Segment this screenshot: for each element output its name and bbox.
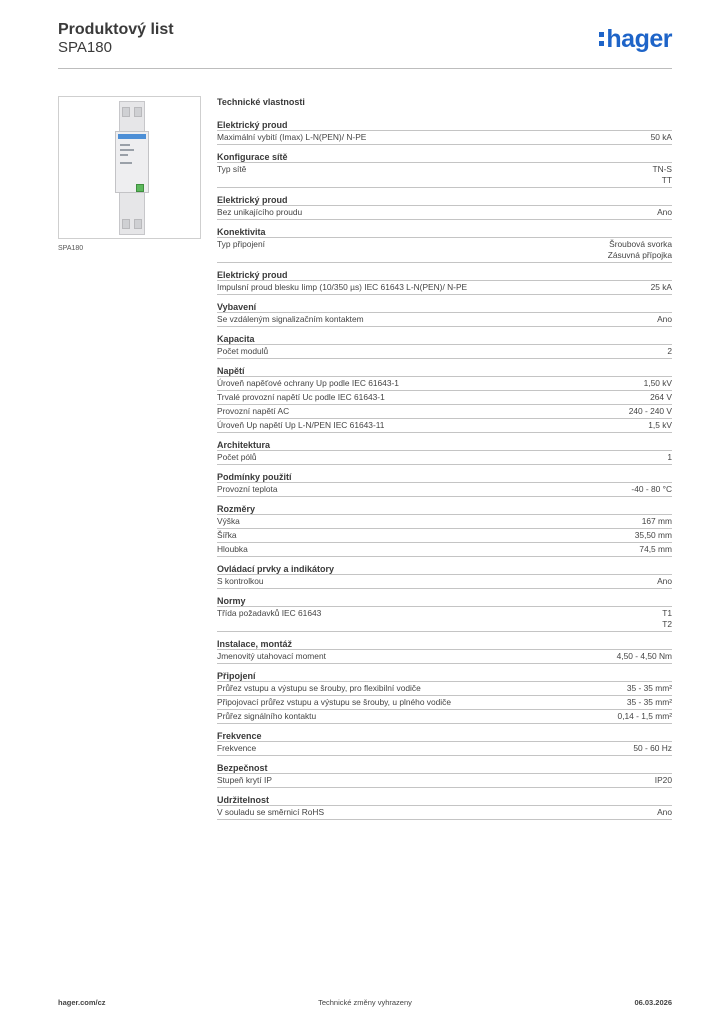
spec-value <box>657 807 672 818</box>
spec-label: S kontrolkou <box>217 576 264 586</box>
spec-value <box>627 697 672 708</box>
spec-row <box>217 774 672 788</box>
spec-value <box>650 392 672 403</box>
spec-row <box>217 238 672 263</box>
spec-label: Impulsní proud blesku Iimp (10/350 µs) IEC 61643 L-N(PEN)/ N-PE <box>217 282 468 292</box>
spec-value-line: 264 V <box>650 392 672 402</box>
spec-value-line: T1 <box>662 608 672 618</box>
spec-value <box>651 132 672 143</box>
spec-value <box>652 164 672 186</box>
spec-label: Maximální vybití (Imax) L-N(PEN)/ N-PE <box>217 132 367 142</box>
spec-value <box>642 516 672 527</box>
spec-row <box>217 529 672 543</box>
footer-notice: Technické změny vyhrazeny <box>318 998 412 1007</box>
spec-group <box>217 194 672 220</box>
spec-value <box>657 207 672 218</box>
logo-colon-mark <box>599 30 605 46</box>
spec-label: Úroveň napěťové ochrany Up podle IEC 61643-1 <box>217 378 399 388</box>
spec-row <box>217 163 672 188</box>
spec-label: Průřez signálního kontaktu <box>217 711 317 721</box>
spec-label: Frekvence <box>217 743 257 753</box>
spec-value-line: 0,14 - 1,5 mm² <box>617 711 672 721</box>
spec-row <box>217 696 672 710</box>
spec-label: Typ připojení <box>217 239 265 249</box>
footer-website: hager.com/cz <box>58 998 106 1007</box>
spec-label: Počet pólů <box>217 452 257 462</box>
spec-value <box>631 484 672 495</box>
spec-groups <box>217 119 672 820</box>
spec-group <box>217 226 672 263</box>
spec-row <box>217 391 672 405</box>
spec-row <box>217 483 672 497</box>
product-code: SPA180 <box>58 39 112 56</box>
spec-value-line: IP20 <box>654 775 672 785</box>
spec-value <box>633 743 672 754</box>
spec-group <box>217 762 672 788</box>
spec-row <box>217 515 672 529</box>
product-image <box>58 96 201 239</box>
spec-value-line: 35,50 mm <box>634 530 672 540</box>
spec-group-title: Vybavení <box>217 301 672 313</box>
spec-row <box>217 543 672 557</box>
spec-group-title: Napětí <box>217 365 672 377</box>
spec-value-line: 1 <box>667 452 672 462</box>
spec-group <box>217 503 672 557</box>
spec-group-title: Normy <box>217 595 672 607</box>
spec-label: Počet modulů <box>217 346 269 356</box>
spec-group-title: Frekvence <box>217 730 672 742</box>
spec-row <box>217 419 672 433</box>
specifications-heading: Technické vlastnosti <box>217 97 305 107</box>
spec-label: Průřez vstupu a výstupu se šrouby, pro flexibilní vodiče <box>217 683 421 693</box>
spec-label: Trvalé provozní napětí Uc podle IEC 61643-1 <box>217 392 385 402</box>
spec-group-title: Instalace, montáž <box>217 638 672 650</box>
spec-label: Bez unikajícího proudu <box>217 207 303 217</box>
spec-value-line: 35 - 35 mm² <box>626 697 672 707</box>
spec-value-line: 240 - 240 V <box>628 406 672 416</box>
spec-value-line: 4,50 - 4,50 Nm <box>616 651 672 661</box>
spec-row <box>217 206 672 220</box>
spec-group <box>217 563 672 589</box>
spec-value-line: 50 - 60 Hz <box>633 743 672 753</box>
spec-row <box>217 131 672 145</box>
document-title: Produktový list <box>58 21 174 38</box>
spec-group-title: Kapacita <box>217 333 672 345</box>
spec-row <box>217 313 672 327</box>
spec-label: Připojovací průřez vstupu a výstupu se šrouby, u plného vodiče <box>217 697 452 707</box>
hager-logo <box>599 26 672 52</box>
spec-value <box>667 452 672 463</box>
spec-value <box>655 775 672 786</box>
spec-value <box>644 378 672 389</box>
spec-value <box>639 544 672 555</box>
spec-value-line: 2 <box>667 346 672 356</box>
spec-group <box>217 365 672 433</box>
spec-group <box>217 471 672 497</box>
spec-group <box>217 730 672 756</box>
spec-value-line: T2 <box>662 619 672 629</box>
spec-value <box>662 608 672 630</box>
spec-value-line: 50 kA <box>650 132 672 142</box>
spec-row <box>217 281 672 295</box>
spec-value <box>657 576 672 587</box>
spec-value-line: Šroubová svorka <box>609 239 672 249</box>
spec-group <box>217 439 672 465</box>
spec-group-title: Rozměry <box>217 503 672 515</box>
spec-row <box>217 575 672 589</box>
spec-label: Výška <box>217 516 240 526</box>
spec-value <box>608 239 672 261</box>
logo-text: hager <box>606 25 672 53</box>
spec-label: Jmenovitý utahovací moment <box>217 651 326 661</box>
spec-label: Se vzdáleným signalizačním kontaktem <box>217 314 364 324</box>
spec-value-line: 1,50 kV <box>643 378 672 388</box>
spec-value <box>617 651 672 662</box>
spec-value <box>635 530 672 541</box>
spec-value-line: TT <box>661 175 672 185</box>
product-image-caption: SPA180 <box>58 245 84 252</box>
spec-row <box>217 710 672 724</box>
spec-label: V souladu se směrnicí RoHS <box>217 807 325 817</box>
spec-label: Typ sítě <box>217 164 247 174</box>
spec-row <box>217 451 672 465</box>
spec-row <box>217 806 672 820</box>
spec-value-line: 25 kA <box>650 282 672 292</box>
spec-group <box>217 670 672 724</box>
header-divider <box>58 68 672 69</box>
spec-value-line: Ano <box>657 314 672 324</box>
spec-value <box>618 711 672 722</box>
spec-group <box>217 151 672 188</box>
spec-group-title: Elektrický proud <box>217 194 672 206</box>
spec-label: Hloubka <box>217 544 248 554</box>
spec-value-line: 167 mm <box>641 516 672 526</box>
spec-group <box>217 638 672 664</box>
spec-row <box>217 742 672 756</box>
spec-label: Stupeň krytí IP <box>217 775 272 785</box>
spec-group-title: Elektrický proud <box>217 119 672 131</box>
spec-value-line: Ano <box>657 207 672 217</box>
spec-value-line: 74,5 mm <box>639 544 672 554</box>
spec-value-line: TN-S <box>652 164 672 174</box>
spec-group-title: Bezpečnost <box>217 762 672 774</box>
spec-row <box>217 345 672 359</box>
spec-row <box>217 607 672 632</box>
spec-row <box>217 682 672 696</box>
spec-value-line: Ano <box>657 807 672 817</box>
spec-group <box>217 301 672 327</box>
spec-value <box>627 683 672 694</box>
spec-group-title: Konfigurace sítě <box>217 151 672 163</box>
spec-value-line: Zásuvná přípojka <box>607 250 672 260</box>
spec-group-title: Podmínky použití <box>217 471 672 483</box>
spec-label: Provozní teplota <box>217 484 278 494</box>
spec-value <box>651 282 672 293</box>
spec-row <box>217 405 672 419</box>
spec-row <box>217 650 672 664</box>
spec-group <box>217 794 672 820</box>
spec-group-title: Udržitelnost <box>217 794 672 806</box>
spec-group <box>217 269 672 295</box>
spec-value-line: -40 - 80 °C <box>631 484 672 494</box>
spec-group-title: Architektura <box>217 439 672 451</box>
spec-value <box>629 406 672 417</box>
spec-value-line: 35 - 35 mm² <box>626 683 672 693</box>
footer-date: 06.03.2026 <box>634 998 672 1007</box>
technical-specifications <box>217 96 672 826</box>
spec-group-title: Konektivita <box>217 226 672 238</box>
spec-row <box>217 377 672 391</box>
spec-value <box>657 314 672 325</box>
spec-group <box>217 119 672 145</box>
spec-value-line: 1,5 kV <box>648 420 672 430</box>
spec-label: Provozní napětí AC <box>217 406 290 416</box>
spec-value <box>648 420 672 431</box>
spec-value-line: Ano <box>657 576 672 586</box>
spec-group <box>217 595 672 632</box>
spec-group-title: Ovládací prvky a indikátory <box>217 563 672 575</box>
page-footer <box>58 998 672 1010</box>
surge-arrester-illustration <box>115 101 149 235</box>
spec-label: Úroveň Up napětí Up L-N/PEN IEC 61643-11 <box>217 420 385 430</box>
spec-group-title: Elektrický proud <box>217 269 672 281</box>
spec-group-title: Připojení <box>217 670 672 682</box>
page-header <box>58 20 672 68</box>
spec-label: Třída požadavků IEC 61643 <box>217 608 322 618</box>
spec-label: Šířka <box>217 530 237 540</box>
spec-group <box>217 333 672 359</box>
status-indicator-window <box>136 184 144 192</box>
spec-value <box>667 346 672 357</box>
